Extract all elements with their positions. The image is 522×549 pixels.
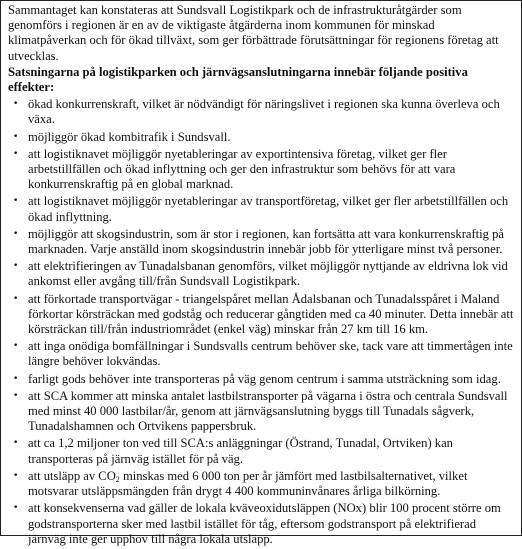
list-item-text: möjliggör ökad kombitrafik i Sundsvall. [28, 129, 231, 144]
list-item-text: att ca 1,2 miljoner ton ved till SCA:s anläggningar (Östrand, Tunadal, Ortviken) kan transporteras på järnväg istället för på väg. [28, 436, 453, 466]
list-item [8, 97, 514, 127]
list-item [8, 130, 514, 145]
bullet-marker: • [13, 99, 19, 110]
bullet-marker: • [13, 261, 19, 272]
bullet-marker: • [13, 148, 19, 159]
list-item-text: att konsekvenserna vad gäller de lokala kväveoxidutsläppen (NOx) blir 100 procent större om godstransporterna sker med lastbil istället för tåg, eftersom godstransport på elektrifierad järnväg inte ger upphov till några lokala utsläpp. [28, 501, 501, 546]
list-item-text: att SCA kommer att minska antalet lastbilstransporter på vägarna i östra och centrala Sundsvall med minst 40 000 lastbilar/år, genom att järnvägsanslutning byggs till Tunadals sågverk, Tunadalshamnen och Ortvikens pappersbruk. [28, 388, 508, 434]
bullet-marker: • [13, 228, 19, 239]
list-item [8, 147, 514, 193]
list-item [8, 194, 514, 224]
co2-text-end: minskas med 6 000 ton per år jämfört med lastbilsalternativet, vilket motsvarar utsläppsmängden från drygt 4 400 kommuninvånares årliga bilkörning. [28, 468, 468, 499]
list-item [8, 501, 514, 547]
bullet-marker: • [13, 341, 19, 352]
list-item-text: att inga onödiga bomfällningar i Sundsvalls centrum behöver ske, tack vare att timmertågen inte längre behöver lokvändas. [28, 339, 513, 369]
intro-paragraph: Sammantaget kan konstateras att Sundsvall Logistikpark och de infrastrukturåtgärder som genomförs i regionen är en av de viktigaste åtgärderna inom kommunen för minskad klimatpåverkan och för ökad tillväxt, som ger förbättrade förutsättningar för regionens företag att utvecklas. [8, 3, 499, 63]
list-item-text: att logistiknavet möjliggör nyetableringar av transportföretag, vilket ger fler arbetstillfällen och ökad inflyttning. [28, 194, 509, 224]
list-item [8, 389, 514, 435]
list-item-text: farligt gods behöver inte transporteras på väg genom centrum i samma utsträckning som idag. [28, 371, 501, 386]
bullet-marker: • [13, 373, 19, 384]
bullet-marker: • [13, 503, 19, 514]
list-item-text: möjliggör att skogsindustrin, som är stor i regionen, kan fortsätta att vara konkurrenskraftig på marknaden. Varje anställd inom skogsindustrin innebär jobb för ytterligare minst två personer. [28, 226, 505, 257]
list-item [8, 339, 514, 369]
list-item [8, 259, 514, 289]
bullet-marker: • [13, 438, 19, 449]
section-heading: Satsningarna på logistikparken och järnvägsanslutningarna innebär följande positiva effekter: [8, 64, 468, 95]
document-body [8, 3, 514, 549]
list-item-text: att elektrifieringen av Tunadalsbanan genomförs, vilket möjliggör nyttjande av eldrivna lok vid ankomst eller avgång till/från Sundsvall Logistikpark. [28, 259, 508, 289]
bullet-marker: • [13, 470, 19, 481]
bullet-marker: • [13, 293, 19, 304]
list-item-text: ökad konkurrenskraft, vilket är nödvändigt för näringslivet i regionen ska kunna överleva och växa. [28, 97, 500, 127]
list-item [8, 436, 514, 466]
co2-subscript: 2 [115, 474, 120, 484]
list-item-text [28, 469, 467, 498]
effects-list [8, 97, 514, 547]
list-item [8, 227, 514, 257]
bullet-marker: • [13, 196, 19, 207]
list-item [8, 372, 514, 387]
list-item-text: att förkortade transportvägar - triangelspåret mellan Ådalsbanan och Tunadalsspåret i Maland förkortar körsträckan med godståg och reducerar gångtiden med ca 40 minuter. Detta innebär att körsträckan till/från industriområdet (enkel väg) minskar från 27 km till 16 km. [28, 291, 514, 337]
bullet-marker: • [13, 390, 19, 401]
list-item-text: att logistiknavet möjliggör nyetableringar av exportintensiva företag, vilket ger fler arbetstillfällen och ökad inflyttning och ger den infrastruktur som behövs för att vara konkurrenskraftig på en global marknad. [28, 146, 456, 192]
list-item [8, 469, 514, 499]
co2-text-start: att utsläpp av CO [28, 468, 116, 483]
list-item [8, 292, 514, 338]
bullet-marker: • [13, 131, 19, 142]
